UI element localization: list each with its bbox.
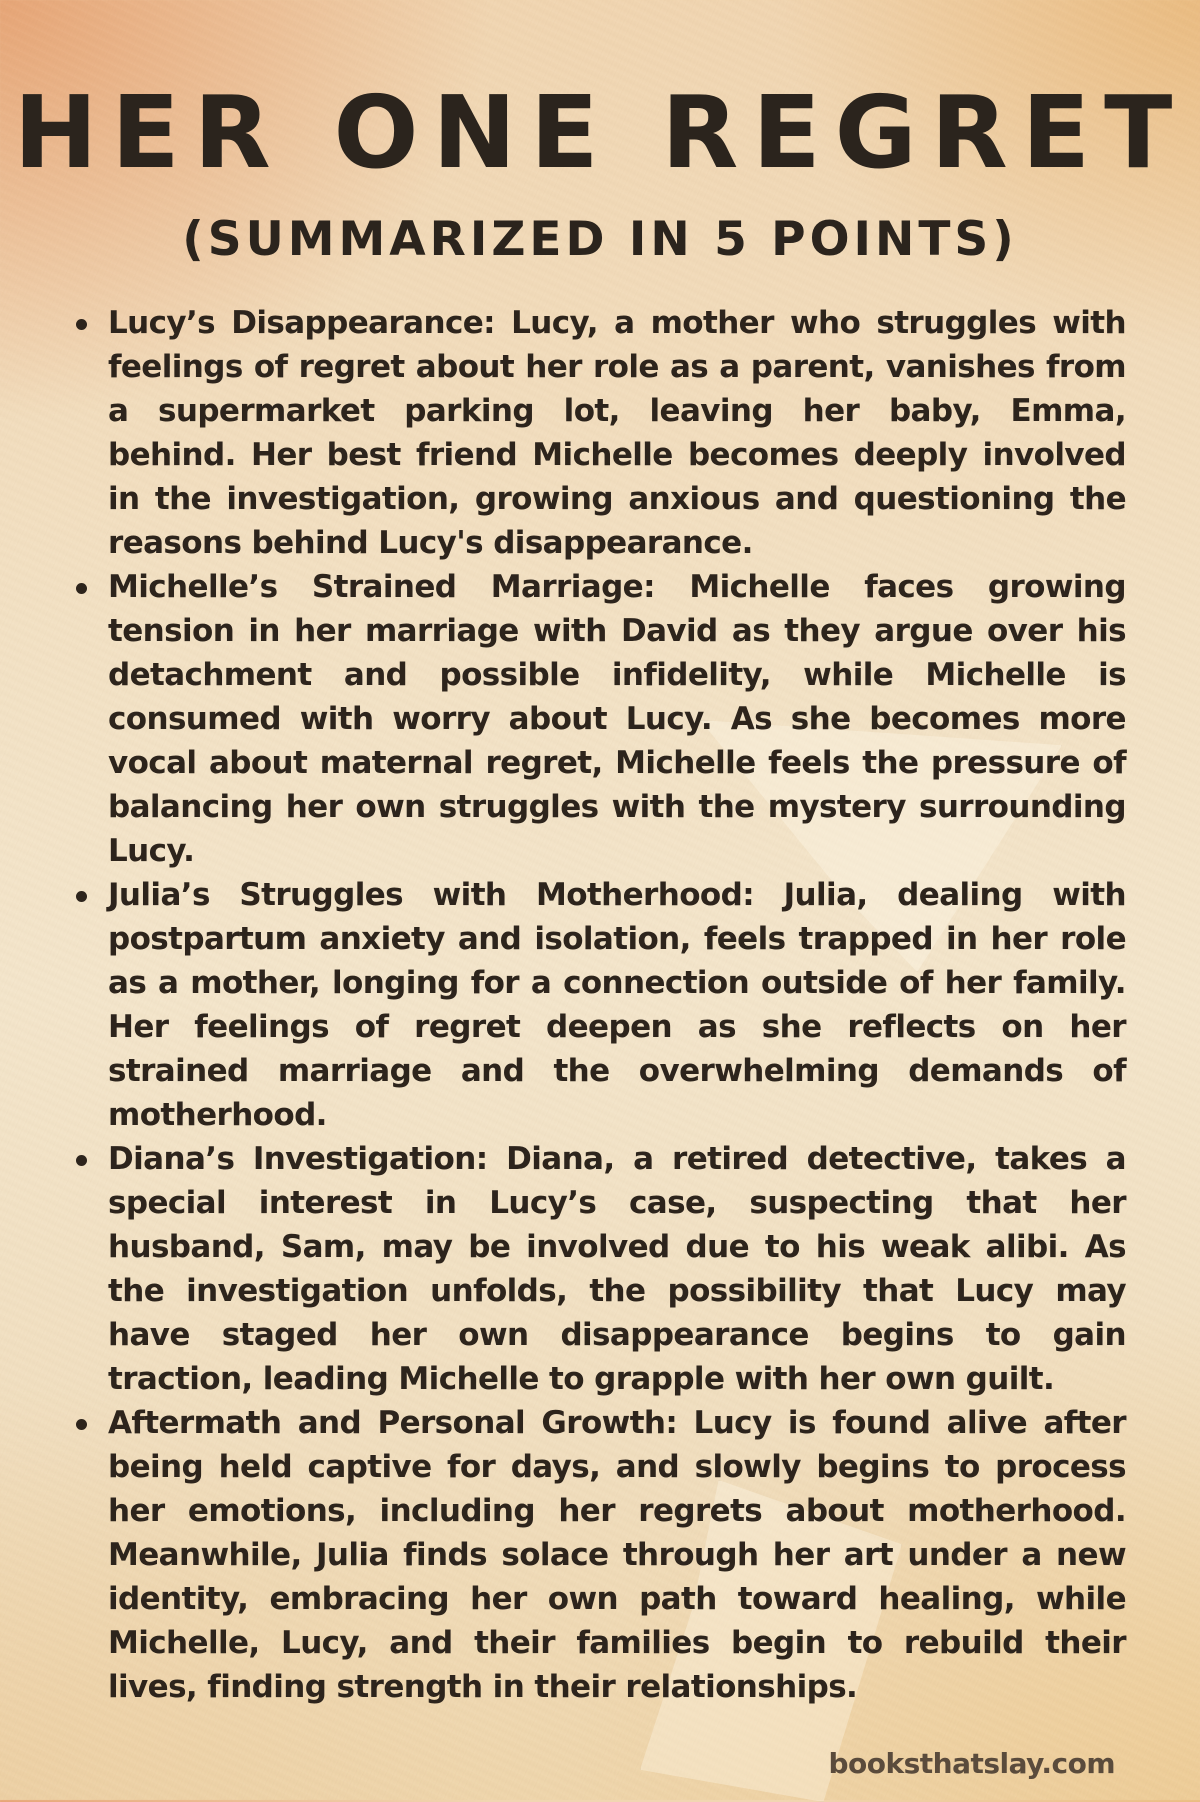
summary-points-list <box>72 301 1126 1709</box>
summary-point-text: Diana’s Investigation: Diana, a retired detective, takes a special interest in Lucy’s case, suspecting that her husband, Sam, may be involved due to his weak alibi. As the investigation unfolds, the possibility that Lucy may have staged her own disappearance begins to gain traction, leading Michelle to grapple with her own guilt. <box>108 1141 1126 1397</box>
site-watermark: booksthatslay.com <box>828 1747 1115 1780</box>
bullet-icon <box>76 891 87 902</box>
summary-point-text: Michelle’s Strained Marriage: Michelle faces growing tension in her marriage with David as they argue over his detachment and possible infidelity, while Michelle is consumed with worry about Lucy. As she becomes more vocal about maternal regret, Michelle feels the pressure of balancing her own struggles with the mystery surrounding Lucy. <box>108 569 1126 869</box>
bullet-icon <box>76 319 87 330</box>
bullet-icon <box>76 583 87 594</box>
summary-point-text: Julia’s Struggles with Motherhood: Julia, dealing with postpartum anxiety and isolation, feels trapped in her role as a mother, longing for a connection outside of her family. Her feelings of regret deepen as she reflects on her strained marriage and the overwhelming demands of motherhood. <box>108 877 1126 1133</box>
summary-point <box>72 301 1126 565</box>
bullet-icon <box>76 1419 87 1430</box>
bullet-icon <box>76 1155 87 1166</box>
summary-point <box>72 1137 1126 1401</box>
summary-point-text: Lucy’s Disappearance: Lucy, a mother who struggles with feelings of regret about her role as a parent, vanishes from a supermarket parking lot, leaving her baby, Emma, behind. Her best friend Michelle becomes deeply involved in the investigation, growing anxious and questioning the reasons behind Lucy's disappearance. <box>108 305 1126 561</box>
summary-point <box>72 1401 1126 1709</box>
page-title: HER ONE REGRET <box>13 74 1187 191</box>
page-subtitle: (SUMMARIZED IN 5 POINTS) <box>182 212 1018 267</box>
summary-point <box>72 873 1126 1137</box>
summary-point <box>72 565 1126 873</box>
summary-point-text: Aftermath and Personal Growth: Lucy is found alive after being held captive for days, and slowly begins to process her emotions, including her regrets about motherhood. Meanwhile, Julia finds solace through her art under a new identity, embracing her own path toward healing, while Michelle, Lucy, and their families begin to rebuild their lives, finding strength in their relationships. <box>108 1405 1126 1705</box>
